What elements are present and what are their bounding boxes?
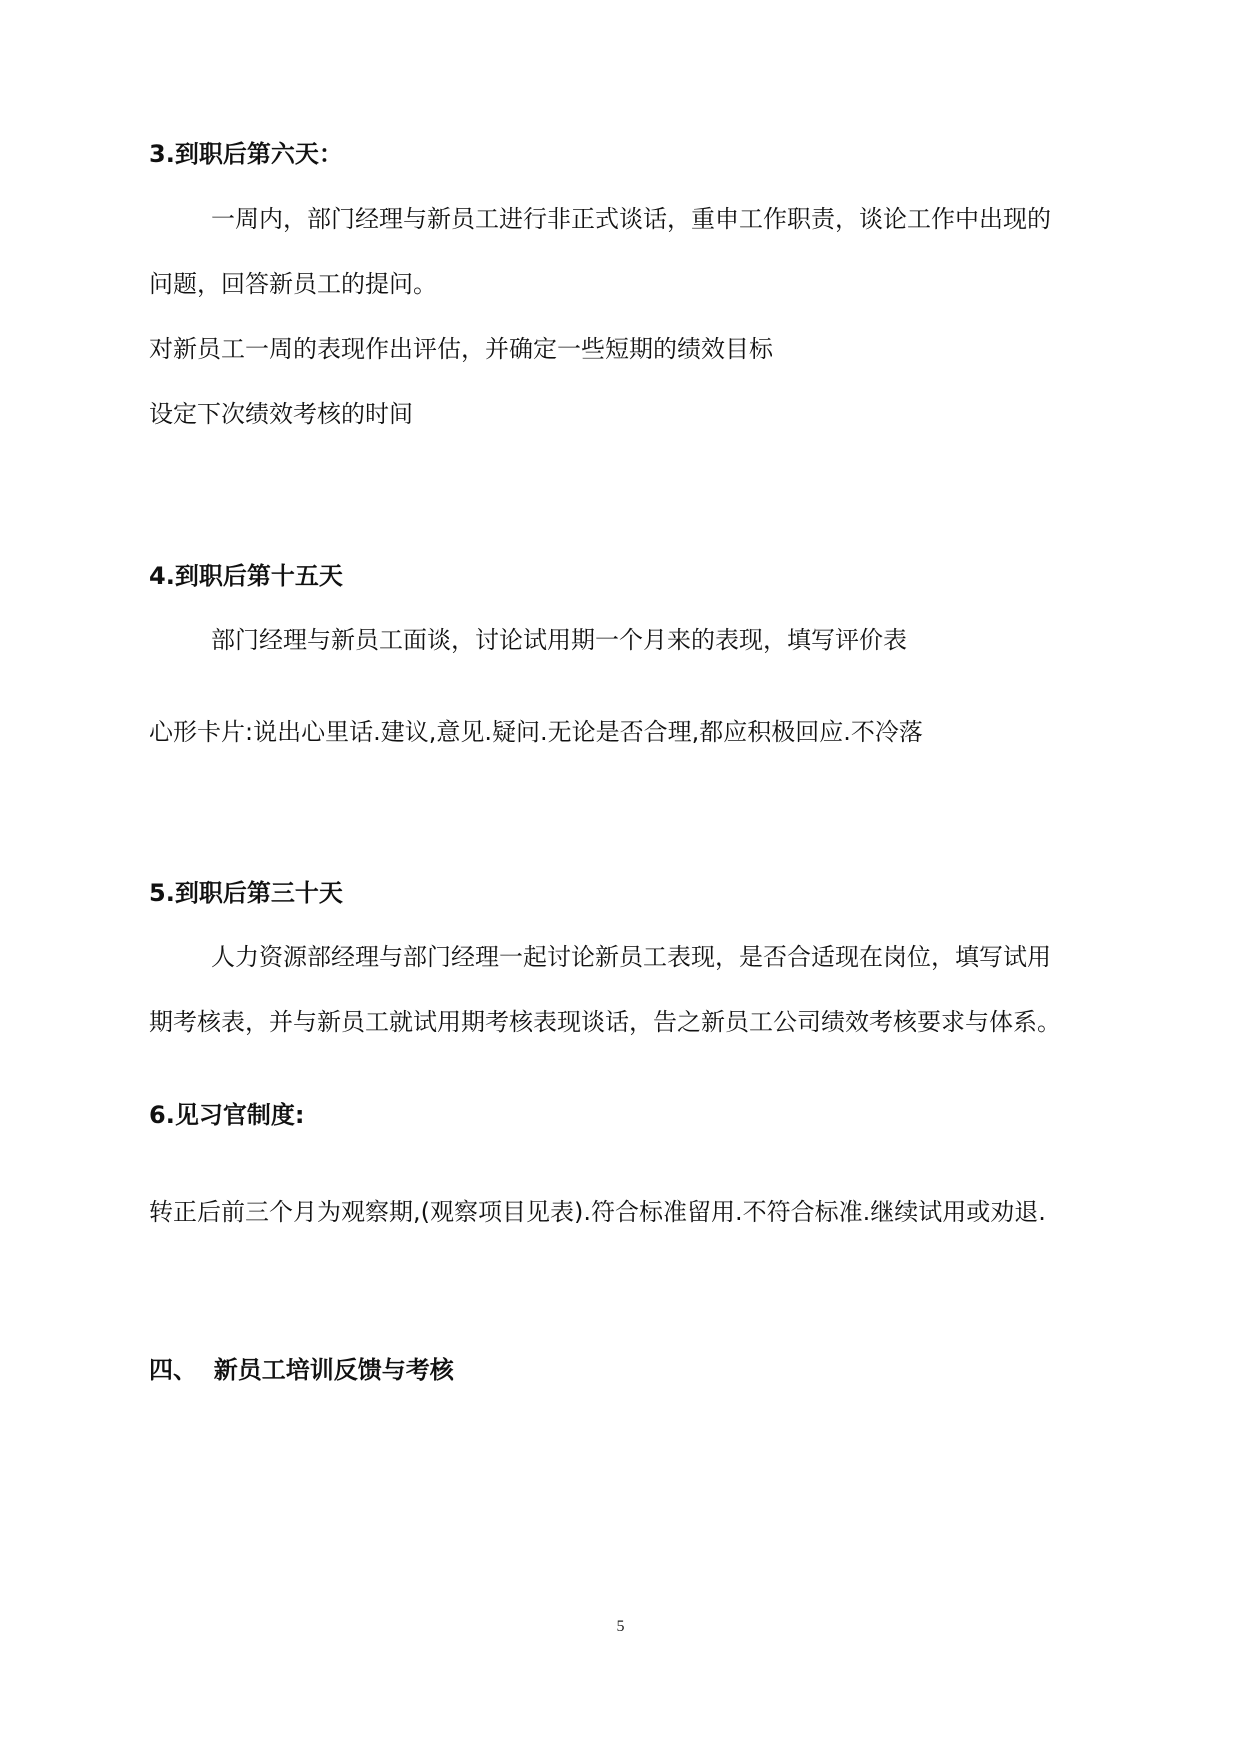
section-3-line-3: 对新员工一周的表现作出评估，并确定一些短期的绩效目标	[149, 335, 773, 363]
section-6-heading: 6.见习官制度:	[149, 1101, 305, 1129]
section-3-heading: 3.到职后第六天：	[149, 140, 343, 168]
section-4-line-2: 心形卡片:说出心里话.建议,意见.疑问.无论是否合理,都应积极回应.不冷落	[149, 718, 923, 746]
section-3-paragraph-line-1: 一周内，部门经理与新员工进行非正式谈话，重申工作职责，谈论工作中出现的	[211, 205, 1051, 233]
section-5-paragraph-line-2: 期考核表，并与新员工就试用期考核表现谈话，告之新员工公司绩效考核要求与体系。	[149, 1008, 1061, 1036]
section-four-heading: 四、 新员工培训反馈与考核	[149, 1356, 454, 1384]
section-5-paragraph-line-1: 人力资源部经理与部门经理一起讨论新员工表现，是否合适现在岗位，填写试用	[211, 943, 1051, 971]
section-3-paragraph-line-2: 问题，回答新员工的提问。	[149, 270, 437, 298]
section-3-line-4: 设定下次绩效考核的时间	[149, 400, 413, 428]
section-6-line-1: 转正后前三个月为观察期,(观察项目见表).符合标准留用.不符合标准.继续试用或劝退.	[149, 1198, 1046, 1226]
section-4-paragraph-line-1: 部门经理与新员工面谈，讨论试用期一个月来的表现，填写评价表	[211, 626, 907, 654]
page-number: 5	[616, 1618, 625, 1635]
section-4-heading: 4.到职后第十五天	[149, 562, 343, 590]
section-5-heading: 5.到职后第三十天	[149, 879, 343, 907]
